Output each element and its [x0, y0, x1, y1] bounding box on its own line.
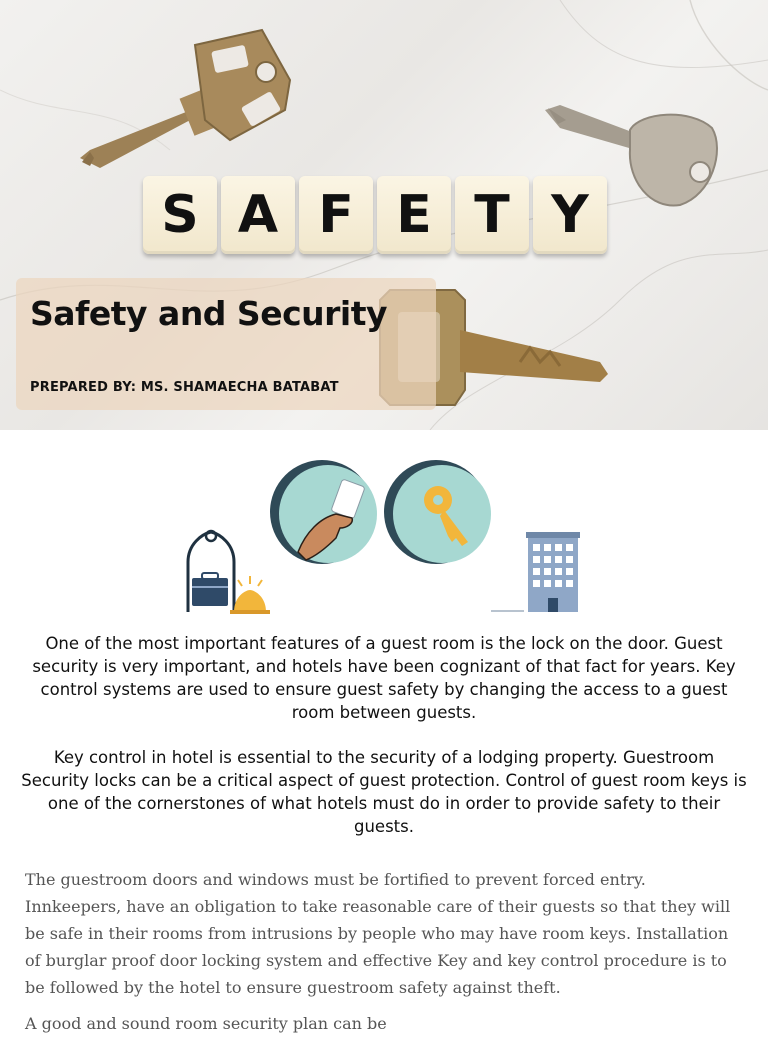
- guestroom-fortification-paragraph: The guestroom doors and windows must be fortified to prevent forced entry. Innkeepers, have an obligation to take reasonable care of their guests so that they will be safe in their rooms from intrusions by people who may have room keys. Installation of burglar proof door locking system and effective Key and key control procedure is to be followed by the hotel to ensure guestroom safety against theft.: [25, 870, 731, 997]
- letter-tile: F: [299, 176, 373, 254]
- safety-letter-tiles: [143, 176, 607, 254]
- hero-banner: [0, 0, 768, 430]
- letter-tile: S: [143, 176, 217, 254]
- hotel-security-illustration: [186, 452, 582, 614]
- letter-tile: Y: [533, 176, 607, 254]
- key-control-paragraph: Key control in hotel is essential to the security of a lodging property. Guestroom Security locks can be a critical aspect of guest protection. Control of guest room keys is one of the cornerstones of what hotels must do in order to provide safety to their guests.: [21, 748, 747, 836]
- service-bell-icon: [230, 576, 270, 614]
- letter-tile: T: [455, 176, 529, 254]
- key-icon: [384, 460, 491, 564]
- brass-key-icon: [80, 30, 290, 168]
- author-credit: PREPARED BY: MS. SHAMAECHA BATABAT: [30, 380, 339, 395]
- keycard-hand-icon: [270, 460, 377, 564]
- letter-tile: A: [221, 176, 295, 254]
- hotel-building-icon: [491, 532, 580, 612]
- page-title: Safety and Security: [30, 294, 387, 333]
- intro-paragraph: One of the most important features of a guest room is the lock on the door. Guest security is very important, and hotels have been cognizant of that fact for years. Key control systems are used to ensure guest safety by changing the access to a guest room between guests.: [32, 634, 736, 722]
- bell-jar-luggage-icon: [188, 531, 234, 612]
- letter-tile: E: [377, 176, 451, 254]
- security-plan-paragraph: A good and sound room security plan can be: [25, 1014, 387, 1033]
